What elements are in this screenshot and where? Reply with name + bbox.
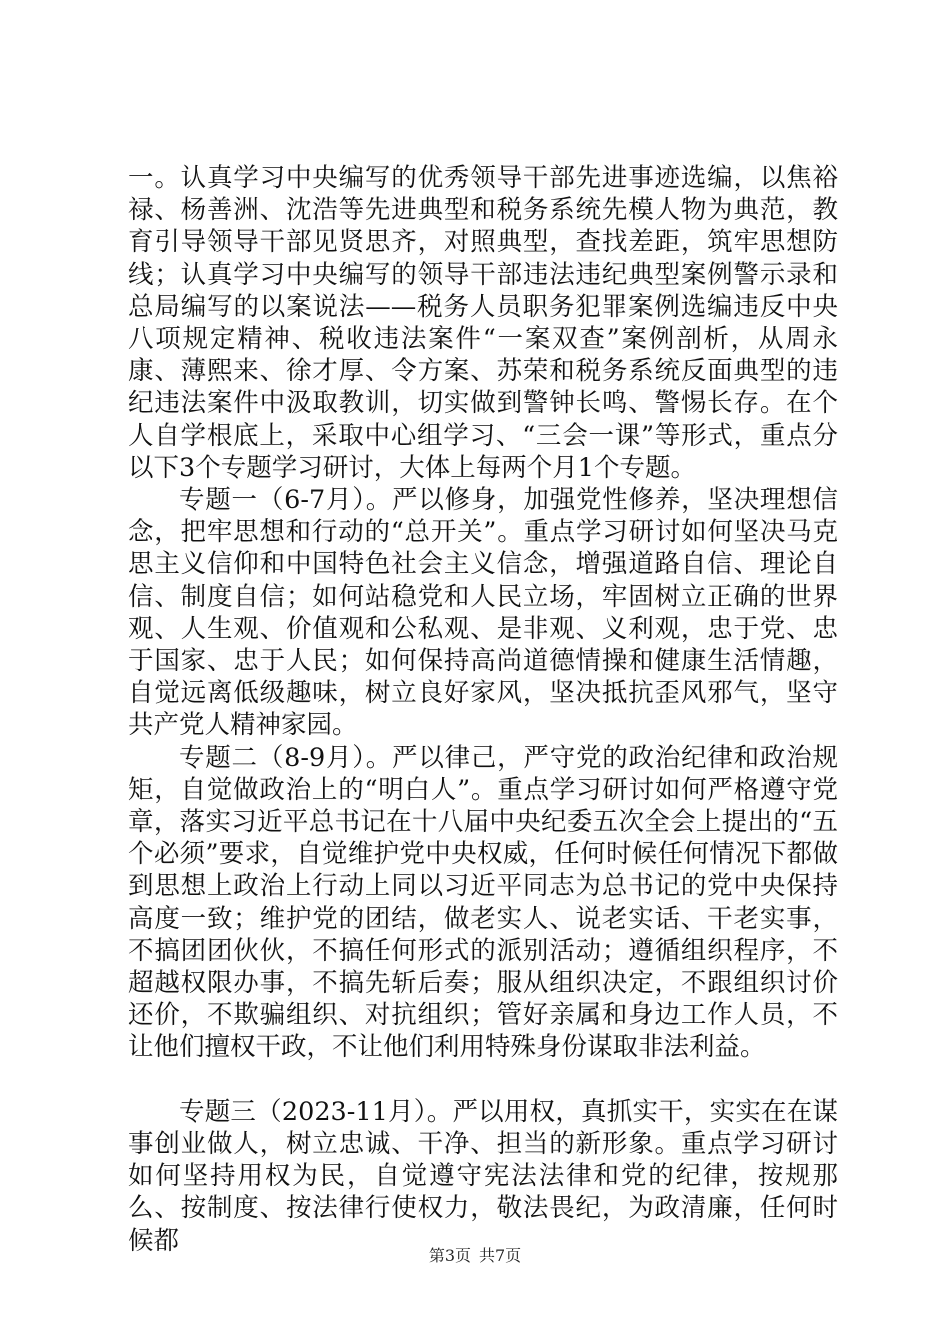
page-footer (0, 1243, 950, 1266)
paragraph-topic-one: 专题一（6-7月）。严以修身，加强党性修养，坚决理想信念，把牢思想和行动的“总开关”。重点学习研讨如何坚决马克思主义信仰和中国特色社会主义信念，增强道路自信、理论自信、制度自信；如何站稳党和人民立场，牢固树立正确的世界观、人生观、价值观和公私观、是非观、义利观，忠于党、忠于国家、忠于人民；如何保持高尚道德情操和健康生活情趣，自觉远离低级趣味，树立良好家风，坚决抵抗歪风邪气，坚守共产党人精神家园。 (128, 485, 838, 741)
paragraph-intro: 一。认真学习中央编写的优秀领导干部先进事迹选编，以焦裕禄、杨善洲、沈浩等先进典型和税务系统先模人物为典范，教育引导领导干部见贤思齐，对照典型，查找差距，筑牢思想防线；认真学习中央编写的领导干部违法违纪典型案例警示录和总局编写的以案说法——税务人员职务犯罪案例选编违反中央八项规定精神、税收违法案件“一案双查”案例剖析，从周永康、薄熙来、徐才厚、令方案、苏荣和税务系统反面典型的违纪违法案件中汲取教训，切实做到警钟长鸣、警惕长存。在个人自学根底上，采取中心组学习、“三会一课”等形式，重点分以下3个专题学习研讨，大体上每两个月1个专题。 (128, 163, 838, 483)
page-number: 第3页 (428, 1246, 471, 1265)
paragraph-topic-three: 专题三（2023-11月）。严以用权，真抓实干，实实在在谋事创业做人，树立忠诚、干净、担当的新形象。重点学习研讨如何坚持用权为民，自觉遵守宪法法律和党的纪律，按规那么、按制度、按法律行使权力，敬法畏纪，为政清廉，任何时候都 (128, 1096, 838, 1256)
page-total: 共7页 (479, 1246, 522, 1265)
document-body (128, 162, 838, 1257)
paragraph-topic-two: 专题二（8-9月）。严以律己，严守党的政治纪律和政治规矩，自觉做政治上的“明白人”。重点学习研讨如何严格遵守党章，落实习近平总书记在十八届中央纪委五次全会上提出的“五个必须”要求，自觉维护党中央权威，任何时候任何情况下都做到思想上政治上行动上同以习近平同志为总书记的党中央保持高度一致；维护党的团结，做老实人、说老实话、干老实事，不搞团团伙伙，不搞任何形式的派别活动；遵循组织程序，不超越权限办事，不搞先斩后奏；服从组织决定，不跟组织讨价还价，不欺骗组织、对抗组织；管好亲属和身边工作人员，不让他们擅权干政，不让他们利用特殊身份谋取非法利益。 (128, 742, 838, 1063)
